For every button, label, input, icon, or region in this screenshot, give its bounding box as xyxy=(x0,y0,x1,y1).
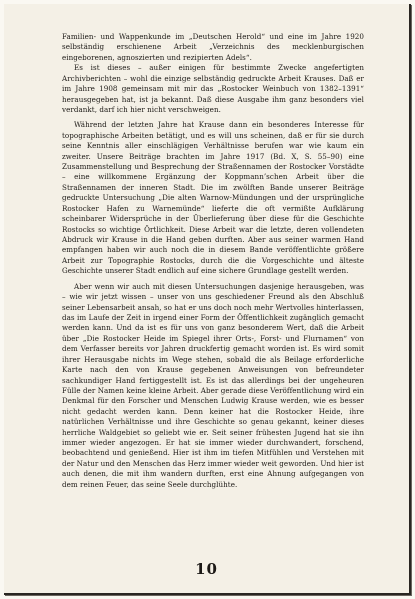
paragraph-4: Aber wenn wir auch mit diesen Untersuchungen dasjenige herausgeben, was – wie wir jetzt wissen – unser von uns geschiedener Freund als den Abschluß seiner Lebensarbeit ansah, so hat er uns doch noch mehr Wertvolles hinterlassen, das im Laufe der Zeit in irgend einer Form der Öffentlichkeit zugänglich gemacht werden kann. Und da ist es für uns von ganz besonderem Wert, daß die Arbeit über „Die Rostocker Heide im Spiegel ihrer Orts-, Forst- und Flurnamen“ von dem Verfasser bereits vor Jahren druckfertig gemacht worden ist. Es wird somit ihrer Herausgabe nichts im Wege stehen, sobald die als Beilage erforderliche Karte nach den von Krause gegebenen Anweisungen von befreundeter sachkundiger Hand fertiggestellt ist. Es ist das allerdings bei der ungeheuren Fülle der Namen keine kleine Arbeit. Aber gerade diese Veröffentlichung wird ein Denkmal für den Forscher und Menschen Ludwig Krause werden, wie es besser nicht gedacht werden kann. Denn keiner hat die Rostocker Heide, ihre natürlichen Verhältnisse und ihre Geschichte so genau gekannt, keiner dieses herrliche Waldgebiet so geliebt wie er. Seit seiner frühesten Jugend hat sie ihn immer wieder angezogen. Er hat sie immer wieder durchwandert, forschend, beobachtend und genießend. Hier ist ihm im tiefen Mitfühlen und Verstehen mit der Natur und den Menschen das Herz immer wieder weit geworden. Und hier ist auch denen, die mit ihm wandern durften, erst eine Ahnung aufgegangen von dem reinen Feuer, das seine Seele durchglühte. xyxy=(62,281,365,489)
page-number: 10 xyxy=(195,560,218,578)
body-text xyxy=(62,32,364,490)
paragraph-1: Familien- und Wappenkunde im „Deutschen Herold“ und eine im Jahre 1920 selbständig erschienene Arbeit „Verzeichnis des mecklenburgischen eingeborenen, agnoszierten und rezipierten Adels“. xyxy=(62,32,364,62)
paragraph-2: Es ist dieses – außer einigen für bestimmte Zwecke angefertigten Archivberichten – wohl die einzige selbständig gedruckte Arbeit Krauses. Daß er im Jahre 1908 gemeinsam mit mir das „Rostocker Weinbuch von 1382–1391“ herausgegeben hat, ist ja bekannt. Daß diese Ausgabe ihm ganz besonders viel verdankt, darf ich hier nicht verschweigen. xyxy=(62,63,364,114)
page-sheet xyxy=(4,4,411,595)
paragraph-3: Während der letzten Jahre hat Krause dann ein besonderes Interesse für topographische Arbeiten betätigt, und es will uns scheinen, daß er für sie durch seine Kenntnis aller einschlägigen Verhältnisse berufen war wie kaum ein zweiter. Unsere Beiträge brachten im Jahre 1917 (Bd. X, S. 55–90) eine Zusammenstellung und Besprechung der Straßennamen der Rostocker Vorstädte – eine willkommene Ergänzung der Koppmann’schen Arbeit über die Straßennamen der inneren Stadt. Die im zwölften Bande unserer Beiträge gedruckte Untersuchung „Die alten Warnow-Mündungen und der ursprüngliche Rostocker Hafen zu Warnemünde“ lieferte die oft vermißte Aufklärung scheinbarer Widersprüche in der Überlieferung über diese für die Geschichte Rostocks so wichtige Örtlichkeit. Diese Arbeit war die letzte, deren vollendeten Abdruck wir Krause in die Hand geben durften. Aber aus seiner warmen Hand empfangen haben wir auch noch die in diesem Bande veröffentlichte größere Arbeit zur Topographie Rostocks, durch die die Vorgeschichte und älteste Geschichte unserer Stadt endlich auf eine sichere Grundlage gestellt werden. xyxy=(62,120,364,276)
